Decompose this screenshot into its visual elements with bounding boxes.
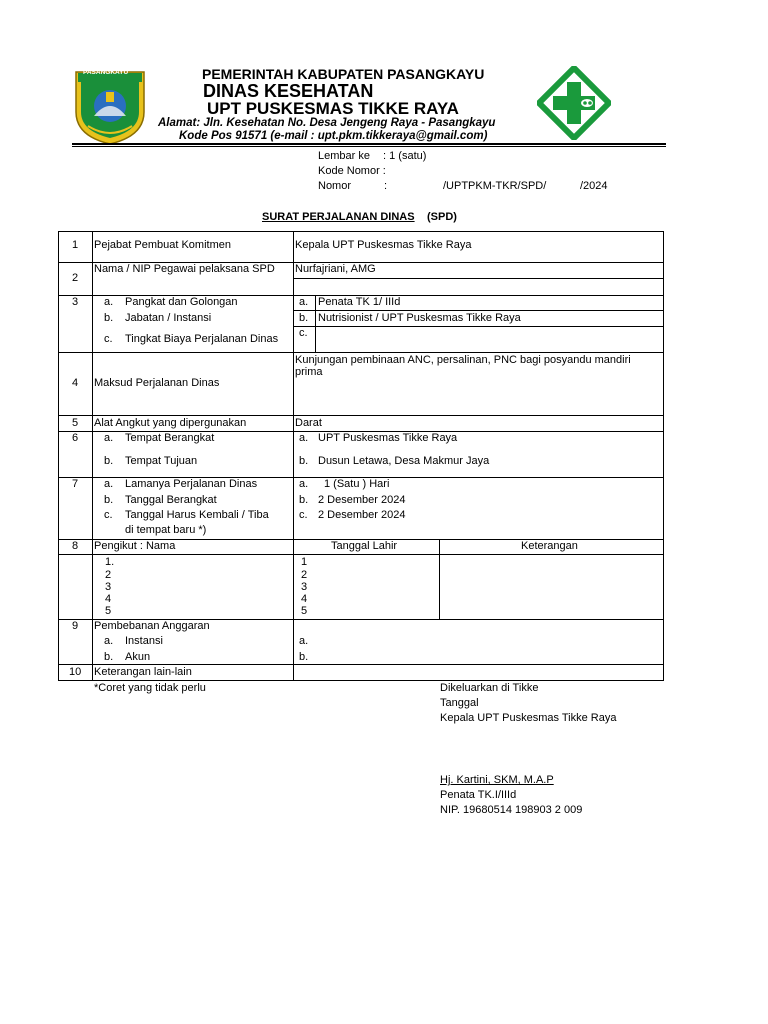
row-3-va-value: Penata TK 1/ IIId — [318, 296, 401, 308]
row-7-a-label: Lamanya Perjalanan Dinas — [125, 478, 258, 490]
row-3-a-label: Pangkat dan Golongan — [125, 296, 238, 308]
row-6-b-label: Tempat Tujuan — [125, 455, 198, 467]
row-7-vb-value: 2 Desember 2024 — [318, 494, 406, 506]
row-7-b-label: Tanggal Berangkat — [125, 494, 217, 506]
row-7-number: 7 — [72, 478, 79, 490]
signer-rank: Penata TK.I/IIId — [440, 789, 517, 801]
row-7-c-label-line2: di tempat baru *) — [125, 524, 207, 536]
row-9-b-label: Akun — [125, 651, 151, 663]
follower-birthdate-1: 1 — [301, 556, 308, 568]
row-9-label: Pembebanan Anggaran — [94, 620, 210, 632]
signer-name: Hj. Kartini, SKM, M.A.P — [440, 774, 554, 786]
row-5-value: Darat — [295, 417, 322, 429]
follower-birthdate-5: 5 — [301, 605, 308, 617]
row-7-va-letter: a. — [299, 478, 309, 490]
row-3-va-letter: a. — [299, 296, 309, 308]
row-3-vb-value: Nutrisionist / UPT Puskesmas Tikke Raya — [318, 312, 521, 324]
header-line-1: PEMERINTAH KABUPATEN PASANGKAYU — [202, 66, 485, 82]
row-7-b-letter: b. — [104, 494, 114, 506]
lembar-value: : 1 (satu) — [383, 150, 427, 162]
regency-logo — [72, 66, 148, 146]
row-5-label: Alat Angkut yang dipergunakan — [94, 417, 247, 429]
row-5-number: 5 — [72, 417, 79, 429]
row-6-b-letter: b. — [104, 455, 114, 467]
row-9-a-label: Instansi — [125, 635, 163, 647]
row-9-vb-letter: b. — [299, 651, 309, 663]
row-9-a-letter: a. — [104, 635, 114, 647]
row-3-b-label: Jabatan / Instansi — [125, 312, 212, 324]
row-6-a-label: Tempat Berangkat — [125, 432, 215, 444]
row-4-number: 4 — [72, 377, 79, 389]
row-4-label: Maksud Perjalanan Dinas — [94, 377, 220, 389]
row-10-number: 10 — [69, 666, 82, 678]
row-6-a-letter: a. — [104, 432, 114, 444]
row-3-c-letter: c. — [104, 333, 113, 345]
nomor-value: /UPTPKM-TKR/SPD/ — [443, 180, 547, 192]
follower-name-1: 1. — [105, 556, 115, 568]
row-2-value: Nurfajriani, AMG — [295, 263, 376, 275]
kode-nomor-label: Kode Nomor : — [318, 165, 386, 177]
row-1-number: 1 — [72, 239, 79, 251]
row-7-c-letter: c. — [104, 509, 113, 521]
nomor-colon: : — [384, 180, 388, 192]
row-10-label: Keterangan lain-lain — [94, 666, 192, 678]
follower-birthdate-2: 2 — [301, 569, 308, 581]
header-line-3: UPT PUSKESMAS TIKKE RAYA — [207, 99, 459, 118]
follower-name-3: 3 — [105, 581, 112, 593]
row-6-number: 6 — [72, 432, 79, 444]
nomor-year: /2024 — [580, 180, 608, 192]
puskesmas-logo — [537, 66, 611, 140]
row-2-number: 2 — [72, 272, 79, 284]
row-4-value-line1: Kunjungan pembinaan ANC, persalinan, PNC bagi posyandu mandiri — [295, 354, 631, 366]
row-3-number: 3 — [72, 296, 79, 308]
issued-place: Dikeluarkan di Tikke — [440, 682, 539, 694]
row-9-number: 9 — [72, 620, 79, 632]
footnote: *Coret yang tidak perlu — [94, 682, 206, 694]
document-title: SURAT PERJALANAN DINAS — [262, 211, 415, 223]
document-title-suffix: (SPD) — [427, 211, 457, 223]
row-3-a-letter: a. — [104, 296, 114, 308]
row-4-value-line2: prima — [295, 366, 323, 378]
header-line-2: DINAS KESEHATAN — [203, 81, 374, 101]
follower-name-5: 5 — [105, 605, 112, 617]
header-postal-email: Kode Pos 91571 (e-mail : upt.pkm.tikkeraya@gmail.com) — [179, 130, 488, 142]
signer-position: Kepala UPT Puskesmas Tikke Raya — [440, 712, 617, 724]
follower-name-4: 4 — [105, 593, 112, 605]
row-7-va-value: 1 (Satu ) Hari — [324, 478, 390, 490]
nomor-label: Nomor — [318, 180, 352, 192]
row-7-vb-letter: b. — [299, 494, 309, 506]
row-7-vc-letter: c. — [299, 509, 308, 521]
row-8-number: 8 — [72, 540, 79, 552]
row-1-value: Kepala UPT Puskesmas Tikke Raya — [295, 239, 472, 251]
row-7-vc-value: 2 Desember 2024 — [318, 509, 406, 521]
follower-birthdate-4: 4 — [301, 593, 308, 605]
row-9-va-letter: a. — [299, 635, 309, 647]
row-3-c-label: Tingkat Biaya Perjalanan Dinas — [125, 333, 279, 345]
issued-date-label: Tanggal — [440, 697, 479, 709]
row-3-b-letter: b. — [104, 312, 114, 324]
row-8-col-birthdate: Tanggal Lahir — [331, 540, 398, 552]
lembar-label: Lembar ke — [318, 150, 370, 162]
row-6-va-value: UPT Puskesmas Tikke Raya — [318, 432, 458, 444]
row-3-vc-letter: c. — [299, 327, 308, 339]
row-3-vb-letter: b. — [299, 312, 309, 324]
row-8-label: Pengikut : Nama — [94, 540, 176, 552]
header-rule-thick — [72, 143, 666, 145]
signer-nip: NIP. 19680514 198903 2 009 — [440, 804, 583, 816]
logo-lettering: PASANGKAYU — [83, 69, 129, 76]
row-1-label: Pejabat Pembuat Komitmen — [94, 239, 231, 251]
follower-birthdate-3: 3 — [301, 581, 308, 593]
header-rule-thin — [72, 146, 666, 147]
row-7-a-letter: a. — [104, 478, 114, 490]
row-9-b-letter: b. — [104, 651, 114, 663]
row-6-va-letter: a. — [299, 432, 309, 444]
row-6-vb-letter: b. — [299, 455, 309, 467]
header-address: Alamat: Jln. Kesehatan No. Desa Jengeng Raya - Pasangkayu — [158, 117, 496, 129]
row-8-col-remarks: Keterangan — [521, 540, 578, 552]
follower-name-2: 2 — [105, 569, 112, 581]
row-7-c-label: Tanggal Harus Kembali / Tiba — [125, 509, 269, 521]
row-2-label: Nama / NIP Pegawai pelaksana SPD — [94, 263, 275, 275]
row-6-vb-value: Dusun Letawa, Desa Makmur Jaya — [318, 455, 490, 467]
